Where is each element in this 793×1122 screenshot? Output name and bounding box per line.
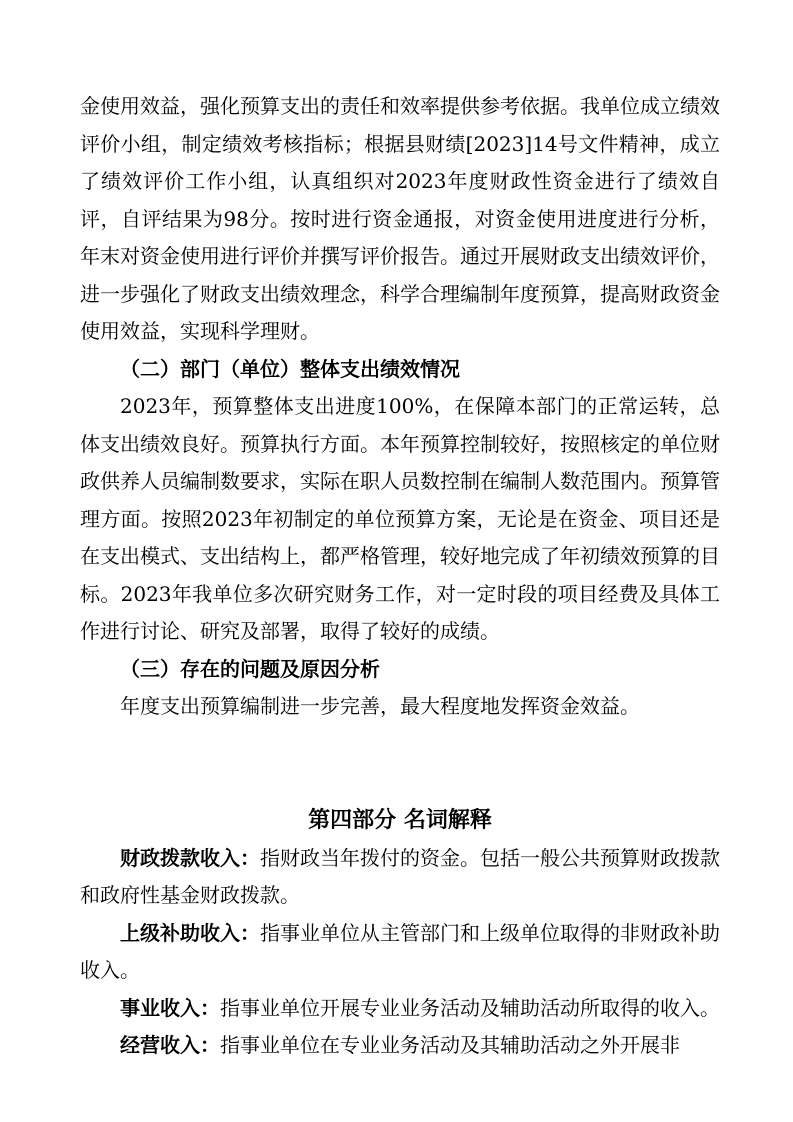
term-label: 经营收入： xyxy=(120,1033,220,1057)
term-text: 指事业单位从主管部门和上级单位取得的非财政补助收入。 xyxy=(80,920,720,982)
term-label: 事业收入： xyxy=(120,995,220,1020)
section-heading-problems: （三）存在的问题及原因分析 xyxy=(120,656,380,681)
paragraph-problems: 年度支出预算编制进一步完善，最大程度地发挥资金效益。 xyxy=(120,694,640,718)
paragraph-overall-performance: 2023年，预算整体支出进度100%，在保障本部门的正常运转，总体支出绩效良好。预算执行方面。本年预算控制较好，按照核定的单位财政供养人员编制数要求，实际在职人员数控制在编制人数范围内。预算管理方面。按照2023年初制定的单位预算方案，无论是在资金、项目还是在支出模式、支出结构上，都严格管理，较好地完成了年初绩效预算的目标。2023年我单位多次研究财务工作，对一定时段的项目经费及具体工作进行讨论、研究及部署，取得了较好的成绩。 xyxy=(80,394,720,643)
section-heading-overall-performance: （二）部门（单位）整体支出绩效情况 xyxy=(120,356,460,381)
term-text: 指财政当年拨付的资金。包括一般公共预算财政拨款和政府性基金财政拨款。 xyxy=(80,845,720,907)
term-definition xyxy=(80,990,720,1028)
part-four-title: 第四部分 名词解释 xyxy=(308,806,492,833)
term-definition xyxy=(80,1027,720,1065)
term-text: 指事业单位开展专业业务活动及辅助活动所取得的收入。 xyxy=(220,995,720,1020)
term-text: 指事业单位在专业业务活动及其辅助活动之外开展非 xyxy=(220,1033,680,1057)
document-body xyxy=(80,88,720,1065)
term-definition xyxy=(80,840,720,915)
term-label: 财政拨款收入： xyxy=(120,845,260,870)
paragraph-performance-evaluation: 金使用效益，强化预算支出的责任和效率提供参考依据。我单位成立绩效评价小组，制定绩效考核指标；根据县财绩[2023]14号文件精神，成立了绩效评价工作小组，认真组织对2023年度财政性资金进行了绩效自评，自评结果为98分。按时进行资金通报，对资金使用进度进行分析，年末对资金使用进行评价并撰写评价报告。通过开展财政支出绩效评价，进一步强化了财政支出绩效理念，科学合理编制年度预算，提高财政资金使用效益，实现科学理财。 xyxy=(80,94,720,343)
term-label: 上级补助收入： xyxy=(120,920,260,945)
spacer xyxy=(80,726,720,800)
term-definition xyxy=(80,915,720,990)
